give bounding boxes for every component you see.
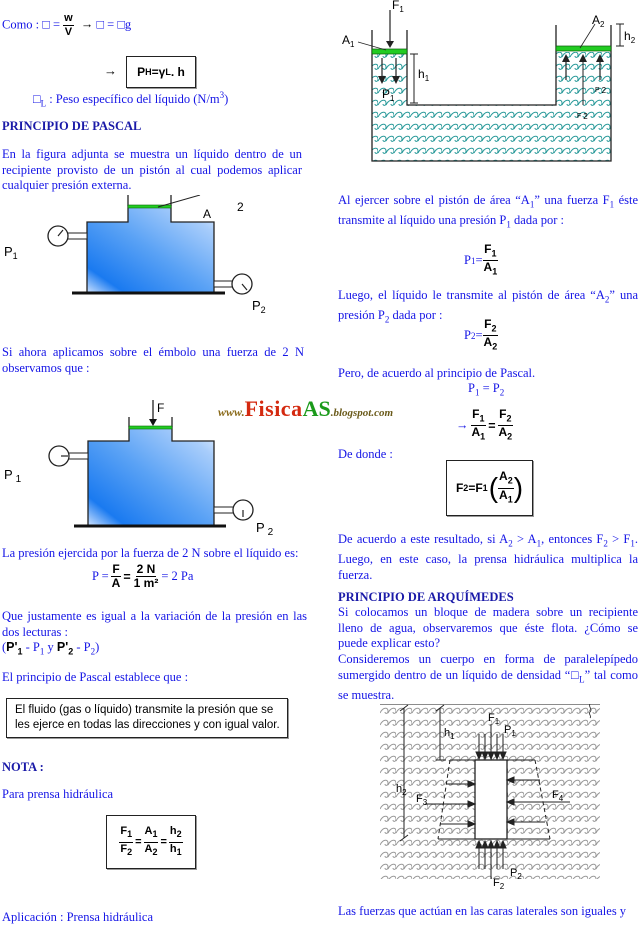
prensa-text: Para prensa hidráulica (2, 787, 114, 801)
pressure-equation: P = $\frac{F}{A}$ = $\frac{2 N}{\text{1 m²}}$ = 2 Pa (92, 562, 194, 590)
label-2: 2 (237, 200, 244, 214)
gamma-definition: $□_L$ : Peso específico del líquido $(N/m^3)$ (33, 90, 229, 109)
pascal-tank-figure-1 (0, 195, 320, 320)
f2-formula-box: F 2 = F 1 ( $\frac{A_2}{A_1}$ ) (446, 460, 533, 516)
p1-equals-p2: $P_1 = P_2$ (468, 381, 505, 398)
svg-text:F1: $F_1$ (488, 712, 500, 726)
force-applied-paragraph: Si ahora aplicamos sobre el émbolo una fuerza de 2 N observamos que : (2, 345, 304, 375)
svg-text:h1: $h_1$ (444, 727, 455, 741)
svg-text:F3: $F_3$ (416, 793, 428, 807)
arquimedes-heading: PRINCIPIO DE ARQUÍMEDES (338, 590, 514, 604)
svg-text:h2: $h_2$ (624, 29, 636, 45)
svg-text:P1: $P_1$ (504, 724, 516, 738)
w-over-v-fraction: $\frac{w}{V}$ (64, 12, 73, 38)
svg-text:P2: $P_2$ (510, 867, 522, 881)
variation-paragraph: Que justamente es igual a la variación de la presión en las dos lecturas : (2, 609, 307, 639)
pascal-heading: PRINCIPIO DE PASCAL (2, 119, 142, 133)
arrow-icon: → (80, 17, 94, 32)
ph-formula-box: P H = γ L . h (126, 56, 196, 88)
de-donde-text: De donde : (338, 447, 393, 461)
pero-text: Pero, de acuerdo al principio de Pascal. (338, 366, 536, 380)
pascal-principle-box: El fluido (gas o líquido) transmite la presión que se les ejerce en todas las direcciones y con igual valor. (6, 698, 288, 738)
arquimedes-paragraph-2: Consideremos un cuerpo en forma de paralelepípedo sumergido dentro de un líquido de densidad “$□_L$” tal como se muestra. (338, 652, 638, 702)
svg-text:F2: F 2 (577, 112, 588, 121)
lateral-forces-text: Las fuerzas que actúan en las caras laterales son iguales y (338, 904, 627, 918)
prensa-formula-box: $\frac{F_1}{F_2}$ = $\frac{A_1}{A_2}$ = $\frac{h_2}{h_1}$ (106, 815, 196, 869)
svg-text:P2: P $_2$ (256, 520, 274, 535)
ph-arrow: → (104, 63, 117, 78)
svg-text:A2: $A_2$ (592, 13, 605, 29)
p2-equation: P 2 = $\frac{F_2}{A_2}$ (464, 317, 498, 352)
svg-text:A1: $A_1$ (342, 33, 355, 49)
aplicacion-text: Aplicación : Prensa hidráulica (2, 910, 153, 924)
p1-equation: P 1 = $\frac{F_1}{A_1}$ (464, 242, 498, 277)
hydraulic-press-figure (330, 0, 640, 165)
pressure-exerted-paragraph: La presión ejercida por la fuerza de 2 N sobre el líquido es: (2, 546, 299, 560)
label-f: F (157, 401, 165, 415)
variation-equation: ($P'_1 - P_1$ y $P'_2 - P_2$) (2, 640, 100, 657)
pascal-states-text: El principio de Pascal establece que : (2, 670, 189, 684)
fisicaas-watermark: www.FisicaAS.blogspot.com (218, 396, 394, 421)
result-paragraph: De acuerdo a este resultado, si $A_2 > A_1$, entonces $F_2 > F_1$. Luego, en este caso, la prensa hidráulica multiplica la fuerza. (338, 532, 638, 582)
svg-text:P1: P $_1$ (4, 467, 22, 485)
svg-text:P2: P 2 (595, 86, 607, 95)
nota-heading: NOTA : (2, 760, 44, 774)
piston-paragraph: Al ejercer sobre el pistón de área “$A_1$” una fuerza $F_1$ éste transmite al líquido una presión $P_1$ dada por : (338, 193, 639, 230)
svg-text:F4: $F_4$ (552, 789, 564, 803)
label-a: A (203, 207, 212, 221)
luego-paragraph: Luego, el líquido le transmite al pistón de área “$A_2$” una presión $P_2$ dada por : (338, 288, 638, 325)
como-line: Como : □ = $\frac{w}{V}$ → □ = □g (2, 12, 132, 38)
arquimedes-paragraph-1: Si colocamos un bloque de madera sobre un recipiente lleno de agua, observaremos que éste flota. ¿Cómo se puede explicar esto? (338, 605, 638, 650)
svg-text:h1: $h_1$ (418, 67, 430, 83)
pascal-intro-paragraph: En la figura adjunta se muestra un líquido dentro de un recipiente provisto de un pistón al cual podemos aplicar cualquier presión externa. (2, 147, 302, 192)
svg-text:P1: $P_1$ (4, 244, 18, 261)
svg-text:h2: $h_2$ (396, 783, 407, 797)
ratio-equation: → $\frac{F_1}{A_1}$ = $\frac{F_2}{A_2}$ (456, 407, 513, 442)
archimedes-submerged-block-figure (380, 704, 600, 894)
svg-text:F2: $F_2$ (493, 877, 505, 891)
svg-text:P1: $P_1$ (382, 87, 395, 103)
svg-text:P2: $P_2$ (252, 298, 266, 315)
arrow-icon: → (456, 418, 469, 433)
svg-text:F1: $F_1$ (392, 0, 404, 14)
